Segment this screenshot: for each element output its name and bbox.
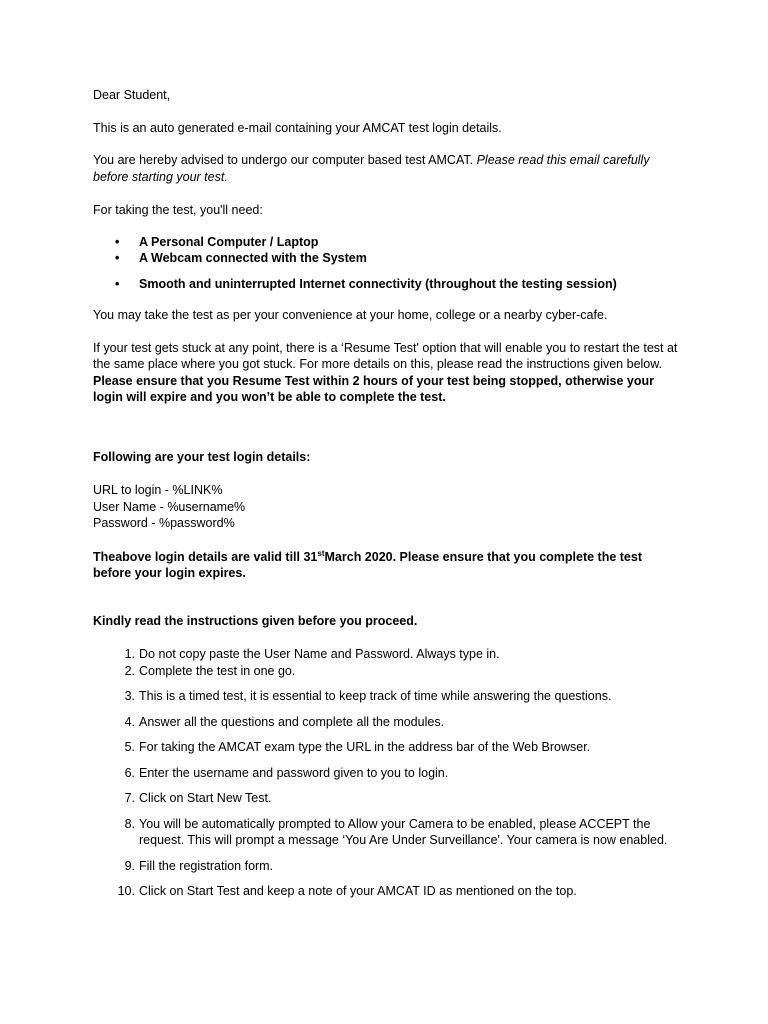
step-text: Complete the test in one go. bbox=[139, 663, 296, 678]
bullet-icon: • bbox=[115, 234, 120, 249]
requirement-text: Smooth and uninterrupted Internet connectivity (throughout the testing session) bbox=[139, 276, 617, 291]
list-item bbox=[93, 250, 683, 267]
advised-italic-text: Please read this email carefully before starting your test. bbox=[93, 153, 650, 184]
resume-text: If your test gets stuck at any point, there is a ‘Resume Test' option that will enable you to restart the test at the same place where you got stuck. For more details on this, please read the instructions given below. bbox=[93, 340, 678, 371]
step-text: Answer all the questions and complete all the modules. bbox=[139, 714, 445, 729]
validity-notice bbox=[93, 549, 683, 582]
list-item bbox=[93, 858, 683, 875]
step-number: 7. bbox=[124, 791, 135, 805]
step-number: 1. bbox=[124, 647, 135, 661]
list-item bbox=[93, 663, 683, 680]
list-item bbox=[93, 739, 683, 756]
bullet-icon: • bbox=[115, 251, 120, 265]
login-password: Password - %password% bbox=[93, 516, 235, 530]
login-details bbox=[93, 482, 683, 532]
list-item bbox=[93, 816, 683, 849]
step-number: 6. bbox=[124, 765, 135, 780]
advised-paragraph bbox=[93, 152, 683, 185]
step-text: For taking the AMCAT exam type the URL in the address bar of the Web Browser. bbox=[139, 740, 591, 754]
requirements-list bbox=[93, 234, 683, 293]
step-text: Do not copy paste the User Name and Password. Always type in. bbox=[139, 647, 500, 661]
list-item bbox=[93, 646, 683, 663]
step-number: 10. bbox=[117, 884, 135, 898]
step-number: 8. bbox=[124, 816, 135, 831]
step-number: 9. bbox=[124, 858, 135, 873]
convenience-paragraph: You may take the test as per your convenience at your home, college or a nearby cyber-cafe. bbox=[93, 308, 608, 322]
resume-paragraph bbox=[93, 340, 683, 406]
email-document bbox=[93, 87, 683, 900]
login-url: URL to login - %LINK% bbox=[93, 483, 223, 497]
validity-ordinal: st bbox=[317, 548, 325, 558]
list-item bbox=[93, 714, 683, 731]
step-number: 2. bbox=[124, 663, 135, 678]
step-text: You will be automatically prompted to Allow your Camera to be enabled, please ACCEPT the request. This will prompt a message ‘You Are Under Surveillance'. Your camera is now enabled. bbox=[139, 816, 668, 847]
list-item bbox=[93, 883, 683, 900]
step-number: 5. bbox=[124, 740, 135, 754]
step-number: 3. bbox=[124, 689, 135, 703]
list-item bbox=[93, 790, 683, 807]
step-text: Enter the username and password given to you to login. bbox=[139, 765, 449, 780]
auto-generated-notice: This is an auto generated e-mail containing your AMCAT test login details. bbox=[93, 120, 502, 135]
bullet-icon: • bbox=[115, 276, 120, 291]
step-text: Fill the registration form. bbox=[139, 858, 274, 873]
step-text: Click on Start New Test. bbox=[139, 791, 272, 805]
requirements-intro: For taking the test, you'll need: bbox=[93, 203, 263, 217]
login-username: User Name - %username% bbox=[93, 499, 246, 514]
greeting: Dear Student, bbox=[93, 88, 171, 102]
validity-text-after: March 2020. Please ensure that you complete the test before your login expires. bbox=[93, 549, 642, 580]
instructions-list bbox=[93, 646, 683, 900]
instructions-heading: Kindly read the instructions given before you proceed. bbox=[93, 613, 418, 628]
step-text: This is a timed test, it is essential to keep track of time while answering the questions. bbox=[139, 689, 612, 703]
requirement-text: A Webcam connected with the System bbox=[139, 251, 367, 265]
requirement-text: A Personal Computer / Laptop bbox=[139, 234, 319, 249]
advised-text: You are hereby advised to undergo our computer based test AMCAT. bbox=[93, 153, 477, 167]
list-item bbox=[93, 234, 683, 251]
list-item bbox=[93, 688, 683, 705]
list-item bbox=[93, 765, 683, 782]
step-text: Click on Start Test and keep a note of your AMCAT ID as mentioned on the top. bbox=[139, 884, 577, 898]
step-number: 4. bbox=[124, 714, 135, 729]
resume-warning: Please ensure that you Resume Test within 2 hours of your test being stopped, otherwise your login will expire and you won’t be able to complete the test. bbox=[93, 373, 654, 404]
list-item bbox=[93, 276, 683, 293]
validity-text-before: Theabove login details are valid till 31 bbox=[93, 549, 318, 564]
login-details-heading: Following are your test login details: bbox=[93, 449, 311, 464]
